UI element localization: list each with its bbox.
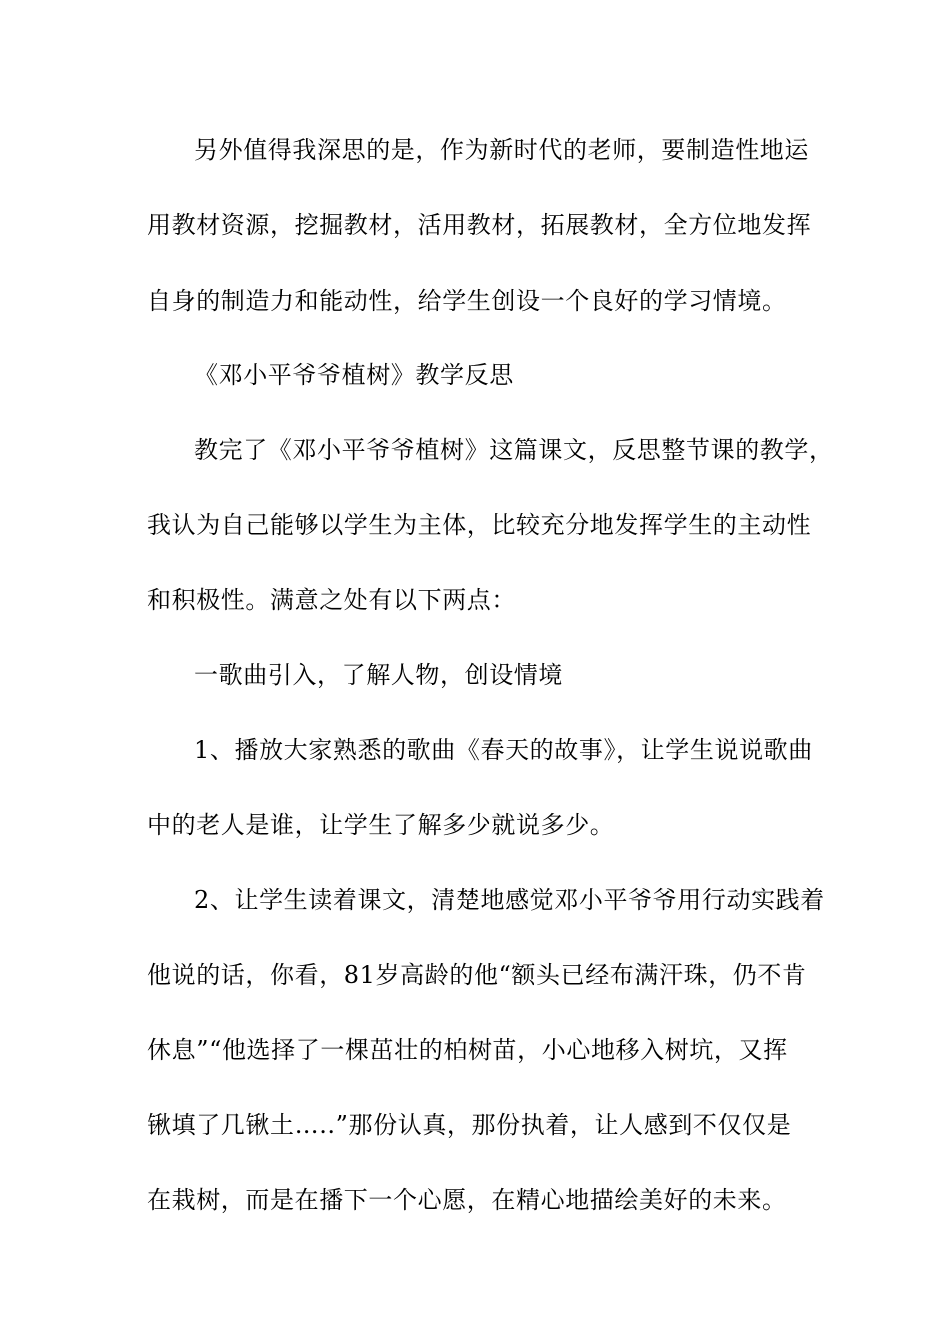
paragraph-line: 我认为自己能够以学生为主体，比较充分地发挥学生的主动性 (147, 511, 812, 539)
paragraph-line: 他说的话，你看，81岁高龄的他“额头已经布满汗珠，仍不肯 (147, 961, 807, 989)
section-heading: 《邓小平爷爷植树》教学反思 (194, 361, 514, 389)
paragraph-line: 锹填了几锹土…..”那份认真，那份执着，让人感到不仅仅是 (147, 1111, 792, 1139)
paragraph-line: 和积极性。满意之处有以下两点： (147, 586, 516, 614)
paragraph-line: 在栽树，而是在播下一个心愿，在精心地描绘美好的未来。 (147, 1186, 787, 1214)
subheading: 一歌曲引入，了解人物，创设情境 (194, 661, 563, 689)
paragraph-line: 中的老人是谁，让学生了解多少就说多少。 (147, 811, 615, 839)
paragraph-line: 1、播放大家熟悉的歌曲《春天的故事》，让学生说说歌曲 (194, 736, 813, 764)
paragraph-line: 自身的制造力和能动性，给学生创设一个良好的学习情境。 (147, 287, 787, 315)
paragraph-line: 休息”“他选择了一棵茁壮的柏树苗，小心地移入树坑，又挥 (147, 1036, 788, 1064)
paragraph-line: 用教材资源，挖掘教材，活用教材，拓展教材，全方位地发挥 (147, 211, 812, 239)
paragraph-line: 教完了《邓小平爷爷植树》这篇课文，反思整节课的教学， (194, 436, 834, 464)
paragraph-line: 2、让学生读着课文，清楚地感觉邓小平爷爷用行动实践着 (194, 886, 825, 914)
paragraph-line: 另外值得我深思的是，作为新时代的老师，要制造性地运 (194, 136, 809, 164)
